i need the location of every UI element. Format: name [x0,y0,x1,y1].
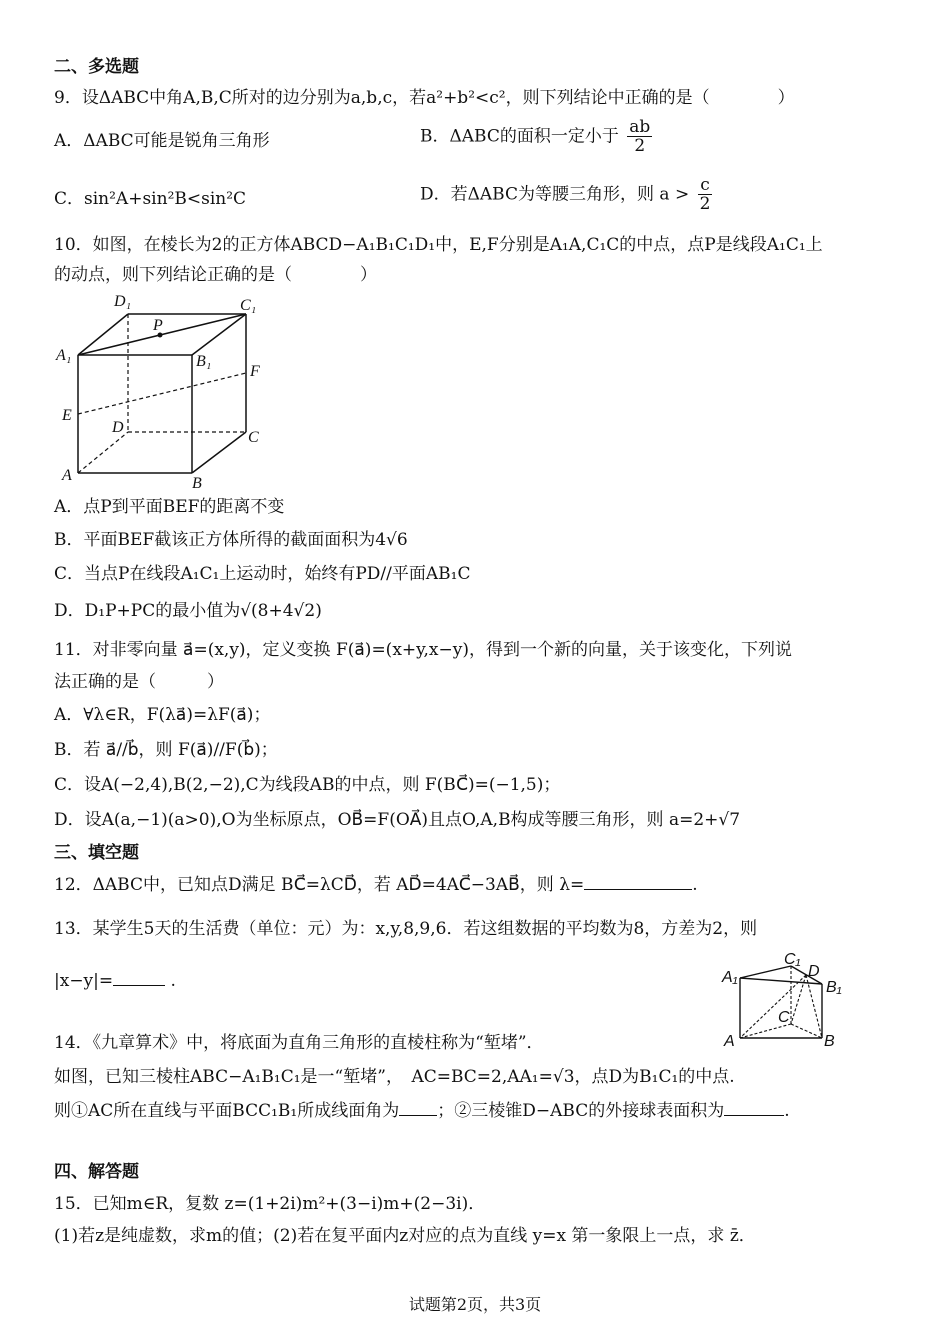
q15-stem: 15．已知m∈R，复数 z=(1+2i)m²+(3−i)m+(2−3i)． [54,1194,486,1214]
label-b1: B₁ [826,979,842,996]
q10-option-d: D．D₁P+PC的最小值为√(8+4√2) [54,601,322,621]
label-a1: A₁ [722,969,738,986]
label-b: B [824,1033,835,1050]
label-f: F [250,363,260,380]
q13-end: . [170,971,176,991]
fraction-numerator: c [698,176,713,195]
q13-answer-blank [113,969,165,986]
fraction-numerator: ab [629,117,651,137]
label-d1: D₁ [114,293,132,310]
section-heading-fill-in: 三、填空题 [54,843,139,863]
q11-stem-line2: 法正确的是（ ） [54,672,224,692]
label-b1: B₁ [196,353,212,370]
label-c: C [778,1009,790,1026]
q9-option-d-fraction [698,176,713,213]
q10-stem-line2: 的动点，则下列结论正确的是（ ） [54,265,377,285]
label-a1: A₁ [56,347,72,364]
section-heading-multiple-choice: 二、多选题 [54,57,139,77]
q12-end: . [692,875,698,895]
q13-stem: 13．某学生5天的生活费（单位：元）为：x,y,8,9,6．若这组数据的平均数为8，方差为2，则 [54,919,758,939]
q9-option-b-text: B．ΔABC的面积一定小于 [420,126,619,147]
label-a: A [724,1033,735,1050]
q14-line1: 14．《九章算术》中，将底面为直角三角形的直棱柱称为“堑堵”． [54,1033,544,1053]
q11-option-b: B．若 a⃗//b⃗，则 F(a⃗)//F(b⃗)； [54,740,278,760]
q11-option-a: A．∀λ∈R，F(λa⃗)=λF(a⃗)； [54,705,271,725]
label-d: D [808,963,820,980]
label-a: A [62,467,72,484]
q9-option-c: C．sin²A+sin²B<sin²C [54,189,247,209]
section-heading-problems: 四、解答题 [54,1162,139,1182]
label-b: B [192,475,202,490]
q10-option-c: C．当点P在线段A₁C₁上运动时，始终有PD//平面AB₁C [54,564,471,584]
q11-option-c: C．设A(−2,4),B(2,−2),C为线段AB的中点，则 F(BC⃗)=(−1,5)； [54,775,561,795]
q14-line2: 如图，已知三棱柱ABC−A₁B₁C₁是一“堑堵”， AC=BC=2,AA₁=√3，点D为B₁C₁的中点. [54,1067,735,1087]
page-footer: 试题第2页，共3页 [408,1295,542,1314]
q9-option-b-fraction [627,118,652,155]
q14-part2-text: ；②三棱锥D−ABC的外接球表面积为 [437,1101,725,1121]
q10-option-b: B．平面BEF截该正方体所得的截面面积为4√6 [54,530,408,550]
q9-option-d-text: D．若ΔABC为等腰三角形，则 a > [420,184,690,205]
q11-option-d: D．设A(a,−1)(a>0),O为坐标原点，OB⃗=F(OA⃗)且点O,A,B构成等腰三角形，则 a=2+√7 [54,810,741,830]
fraction-denominator: 2 [634,136,646,156]
q14-end: . [784,1101,790,1121]
label-p: P [153,317,163,334]
q11-stem-line1: 11．对非零向量 a⃗=(x,y)，定义变换 F(a⃗)=(x+y,x−y)，得到一个新的向量，关于该变化，下列说 [54,640,792,660]
q10-option-a: A．点P到平面BEF的距离不变 [54,497,285,517]
fraction-denominator: 2 [699,194,711,214]
q14-answer-blank-2 [724,1099,784,1116]
q14-answer-blank-1 [399,1099,437,1116]
q9-stem: 9．设ΔABC中角A,B,C所对的边分别为a,b,c，若a²+b²<c²，则下列结论中正确的是（ ） [54,88,795,108]
label-c: C [248,429,259,446]
q15-parts: (1)若z是纯虚数，求m的值；(2)若在复平面内z对应的点为直线 y=x 第一象限上一点，求 z̄． [54,1226,756,1246]
q13-expression: |x−y|= [54,971,114,991]
q9-option-a: A．ΔABC可能是锐角三角形 [54,131,270,151]
label-c1: C₁ [240,297,257,314]
label-c1: C₁ [784,951,801,968]
q9-option-d [420,176,715,213]
q14-part1-text: 则①AC所在直线与平面BCC₁B₁所成线面角为 [54,1101,400,1121]
q13-answer-line [54,969,176,992]
q12-text: 12．ΔABC中，已知点D满足 BC⃗=λCD⃗，若 AD⃗=4AC⃗−3AB⃗，则 λ= [54,875,585,895]
label-d: D [112,419,124,436]
q12-answer-blank [584,873,692,890]
q9-option-b [420,118,655,155]
q10-stem-line1: 10．如图，在棱长为2的正方体ABCD−A₁B₁C₁D₁中，E,F分别是A₁A,C₁C的中点，点P是线段A₁C₁上 [54,235,823,255]
prism-figure [716,948,866,1053]
cube-figure [52,290,272,490]
label-e: E [62,407,72,424]
q14-line3 [54,1099,790,1122]
q12 [54,873,698,896]
